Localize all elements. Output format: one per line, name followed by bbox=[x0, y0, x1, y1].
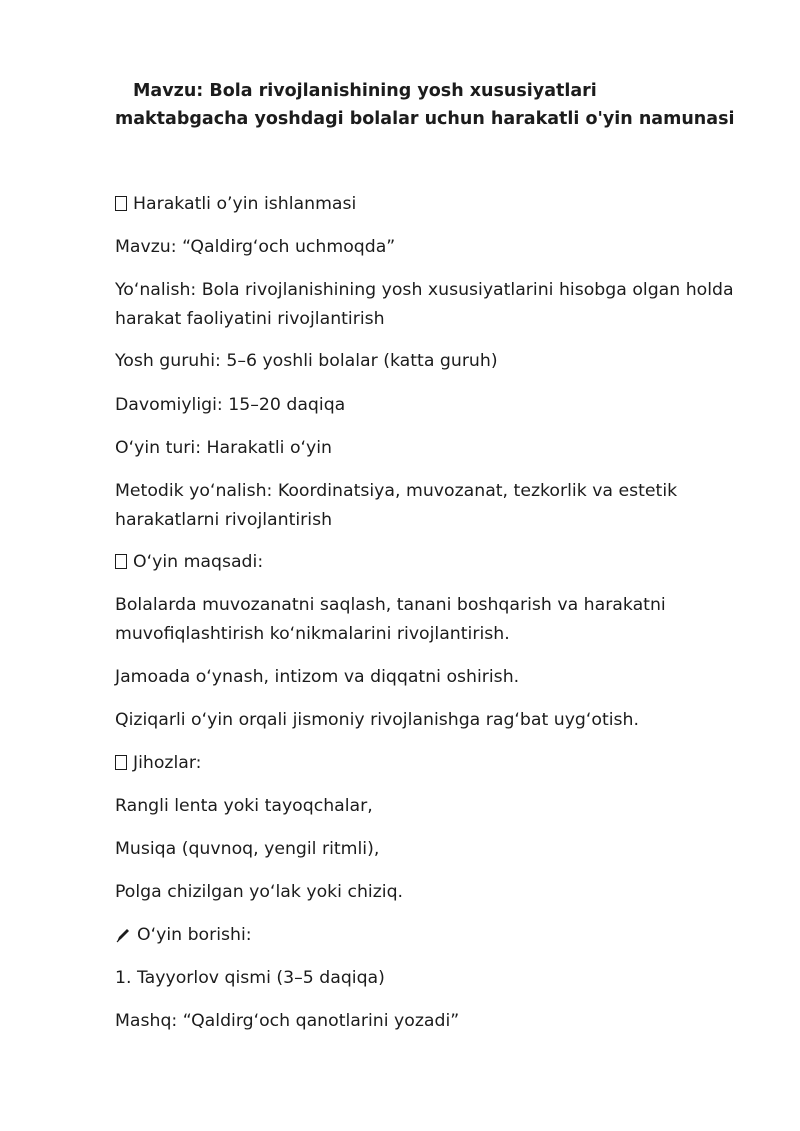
section-heading-maqsad bbox=[115, 548, 735, 577]
text-paragraph: Bolalarda muvozanatni saqlash, tanani boshqarish va harakatni muvofiqlashtirish ko‘nikmalarini rivojlantirish. bbox=[115, 595, 666, 644]
section-heading-text: O‘yin borishi: bbox=[137, 925, 252, 945]
text-line: Qiziqarli o‘yin orqali jismoniy rivojlanishga rag‘bat uyg‘otish. bbox=[115, 710, 639, 730]
text-line: 1. Tayyorlov qismi (3–5 daqiqa) bbox=[115, 968, 385, 988]
section-heading-borishi bbox=[115, 921, 735, 953]
section-heading-text: Harakatli o’yin ishlanmasi bbox=[133, 194, 357, 214]
document-title: Mavzu: Bola rivojlanishining yosh xususiyatlari maktabgacha yoshdagi bolalar uchun harakatli o'yin namunasi bbox=[115, 81, 735, 129]
section-heading-jihozlar bbox=[115, 749, 735, 778]
missing-glyph-icon bbox=[115, 196, 127, 211]
text-paragraph: Yo‘nalish: Bola rivojlanishining yosh xususiyatlarini hisobga olgan holda harakat faoliyatini rivojlantirish bbox=[115, 280, 734, 329]
text-line: Mashq: “Qaldirg‘och qanotlarini yozadi” bbox=[115, 1011, 460, 1031]
text-line: Mavzu: “Qaldirg‘och uchmoqda” bbox=[115, 237, 396, 257]
pen-icon bbox=[115, 924, 131, 953]
text-line: O‘yin turi: Harakatli o‘yin bbox=[115, 438, 333, 458]
text-line: Davomiyligi: 15–20 daqiqa bbox=[115, 395, 346, 415]
text-line: Yosh guruhi: 5–6 yoshli bolalar (katta guruh) bbox=[115, 351, 498, 371]
text-line: Jamoada o‘ynash, intizom va diqqatni oshirish. bbox=[115, 667, 520, 687]
section-heading-text: Jihozlar: bbox=[133, 753, 202, 773]
text-paragraph: Metodik yo‘nalish: Koordinatsiya, muvozanat, tezkorlik va estetik harakatlarni rivojlantirish bbox=[115, 481, 678, 530]
section-heading-ishlanma bbox=[115, 190, 735, 219]
missing-glyph-icon bbox=[115, 554, 127, 569]
missing-glyph-icon bbox=[115, 755, 127, 770]
text-line: Musiqa (quvnoq, yengil ritmli), bbox=[115, 839, 380, 859]
section-heading-text: O‘yin maqsadi: bbox=[133, 552, 264, 572]
text-line: Rangli lenta yoki tayoqchalar, bbox=[115, 796, 373, 816]
text-line: Polga chizilgan yo‘lak yoki chiziq. bbox=[115, 882, 404, 902]
